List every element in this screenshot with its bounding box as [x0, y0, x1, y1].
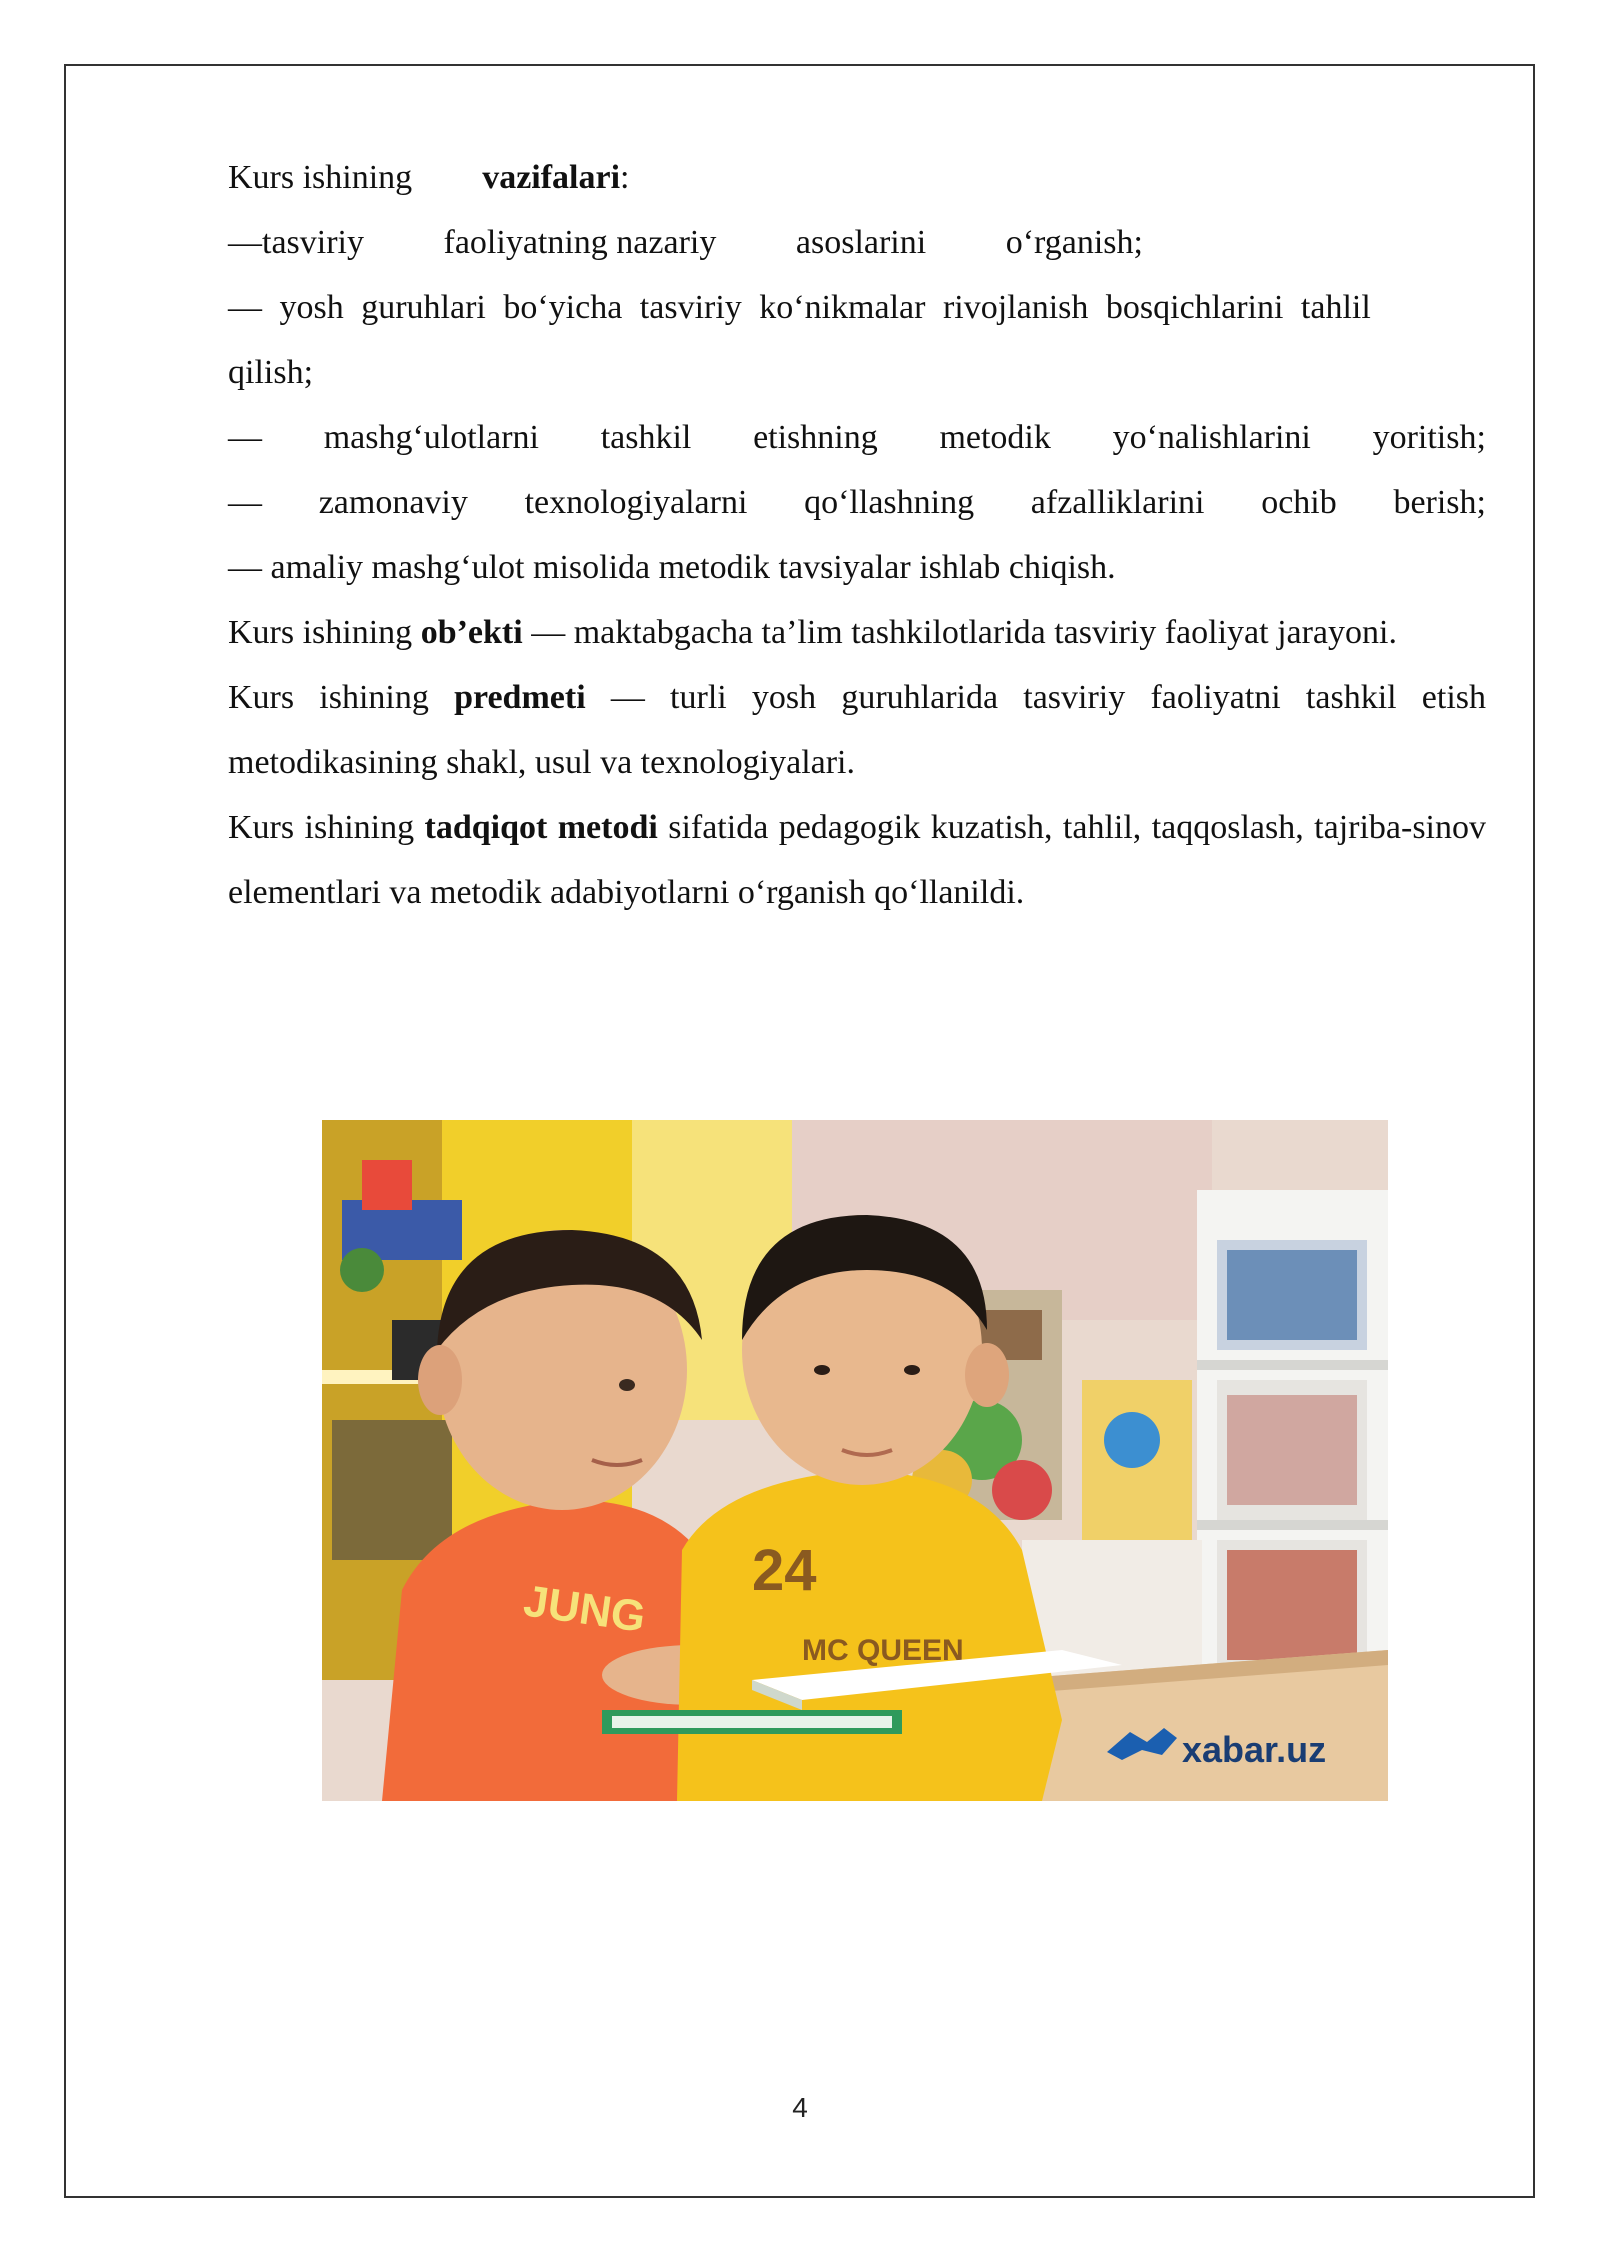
task-2-continuation: qilish; — [228, 354, 314, 391]
task-4-word: ochib — [1261, 484, 1337, 521]
subject-paragraph — [228, 665, 1486, 795]
task-4-word: zamonaviy — [318, 484, 468, 521]
task-4-word: texnologiyalarni — [524, 484, 748, 521]
task-2-text: — yosh guruhlari bo‘yicha tasviriy ko‘nikmalar rivojlanish bosqichlarini tahlil — [228, 289, 1371, 326]
document-body — [228, 145, 1486, 925]
task-3-word: tashkil — [600, 419, 692, 456]
watermark-text: xabar.uz — [1182, 1729, 1327, 1770]
task-item-3 — [228, 405, 1486, 470]
task-3-word: etishning — [753, 419, 878, 456]
method-heading: tadqiqot metodi — [424, 809, 658, 846]
task-4-word: qo‘llashning — [804, 484, 975, 521]
subject-text: — turli yosh guruhlarida tasviriy faoliyatni tashkil etish metodikasining shakl, usul va texnologiyalari. — [228, 679, 1486, 781]
shirt-number-right: 24 — [752, 1538, 817, 1603]
task-3-word: — — [228, 419, 262, 456]
subject-intro: Kurs ishining — [228, 679, 429, 716]
method-text: sifatida pedagogik kuzatish, tahlil, taqqoslash, tajriba-sinov elementlari va metodik adabiyotlarni o‘rganish qo‘llanildi. — [228, 809, 1486, 911]
subject-heading: predmeti — [454, 679, 586, 716]
task-3-word: yoritish; — [1372, 419, 1486, 456]
task-1-word: faoliyatning nazariy — [443, 224, 717, 261]
method-paragraph — [228, 795, 1486, 925]
method-intro: Kurs ishining — [228, 809, 415, 846]
task-3-word: yo‘nalishlarini — [1112, 419, 1311, 456]
shirt-text-left: JUNG — [520, 1576, 649, 1642]
tasks-intro: Kurs ishining — [228, 159, 413, 196]
task-3-word: metodik — [939, 419, 1051, 456]
task-1-word: o‘rganish; — [1005, 224, 1143, 261]
object-intro: Kurs ishining — [228, 614, 413, 651]
children-reading-photo — [322, 1120, 1388, 1801]
task-item-5: — amaliy mashg‘ulot misolida metodik tavsiyalar ishlab chiqish. — [228, 549, 1116, 586]
page-number: 4 — [792, 2092, 808, 2123]
tasks-heading-line — [228, 145, 1486, 210]
task-item-2 — [228, 275, 1486, 405]
tasks-heading: vazifalari — [482, 159, 621, 196]
task-1-word: —tasviriy — [228, 224, 364, 261]
object-paragraph — [228, 600, 1486, 665]
object-text: — maktabgacha ta’lim tashkilotlarida tasviriy faoliyat jarayoni. — [531, 614, 1397, 651]
task-item-1 — [228, 210, 1143, 275]
object-heading: ob’ekti — [420, 614, 523, 651]
shirt-text-right: MC QUEEN — [802, 1634, 964, 1667]
task-1-word: asoslarini — [795, 224, 927, 261]
tasks-colon: : — [620, 159, 630, 196]
task-4-word: afzalliklarini — [1030, 484, 1205, 521]
task-4-word: berish; — [1393, 484, 1486, 521]
task-4-word: — — [228, 484, 262, 521]
task-item-4 — [228, 470, 1486, 535]
task-3-word: mashg‘ulotlarni — [323, 419, 539, 456]
